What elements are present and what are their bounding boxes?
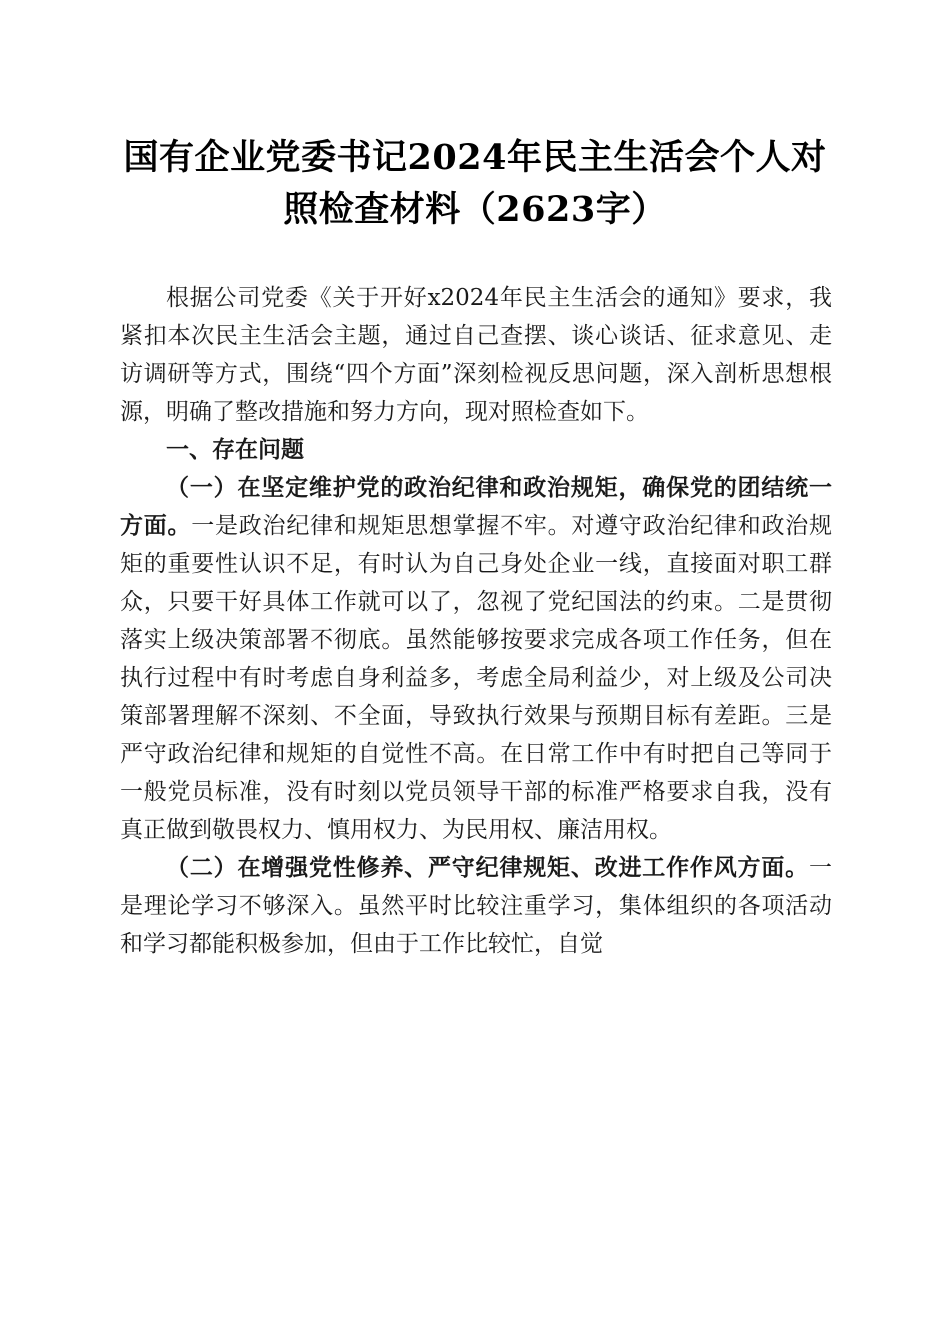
- item-1-paragraph: [120, 469, 832, 849]
- item-2-body: 一是理论学习不够深入。虽然平时比较注重学习，集体组织的各项活动和学习都能积极参加，但由于工作比较忙，自觉: [120, 855, 832, 957]
- section-heading-problems: 一、存在问题: [166, 436, 304, 463]
- intro-paragraph: 根据公司党委《关于开好x2024年民主生活会的通知》要求，我紧扣本次民主生活会主题，通过自己查摆、谈心谈话、征求意见、走访调研等方式，围绕“四个方面”深刻检视反思问题，深入剖析思想根源，明确了整改措施和努力方向，现对照检查如下。: [120, 285, 832, 425]
- item-2-lead: （二）在增强党性修养、严守纪律规矩、改进工作作风方面。: [166, 854, 809, 881]
- item-2-paragraph: [120, 849, 832, 963]
- document-body: [120, 279, 832, 963]
- item-1-lead: （一）在坚定维护党的政治纪律和政治规矩，确保党的团结统一方面。: [120, 474, 832, 539]
- document-title: 国有企业党委书记2024年民主生活会个人对照检查材料（2623字）: [123, 137, 827, 230]
- item-1-body: 一是政治纪律和规矩思想掌握不牢。对遵守政治纪律和政治规矩的重要性认识不足，有时认为自己身处企业一线，直接面对职工群众，只要干好具体工作就可以了，忽视了党纪国法的约束。二是贯彻落实上级决策部署不彻底。虽然能够按要求完成各项工作任务，但在执行过程中有时考虑自身利益多，考虑全局利益少，对上级及公司决策部署理解不深刻、不全面，导致执行效果与预期目标有差距。三是严守政治纪律和规矩的自觉性不高。在日常工作中有时把自己等同于一般党员标准，没有时刻以党员领导干部的标准严格要求自我，没有真正做到敬畏权力、慎用权力、为民用权、廉洁用权。: [120, 513, 833, 843]
